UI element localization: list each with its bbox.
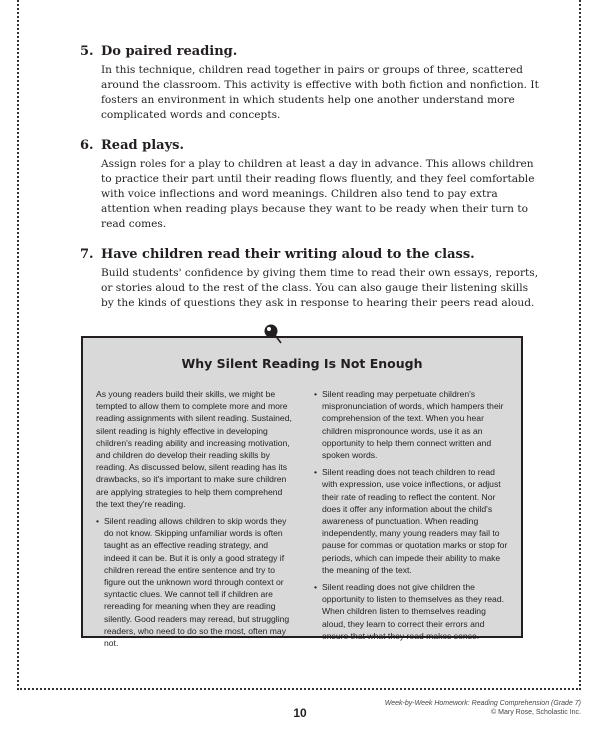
sidebar-intro: As young readers build their skills, we might be tempted to allow them to complete more and more reading assignments with silent reading. Sustained, silent reading is highly effective in developing children's reading ability and increasing motivation, and children do develop their reading skills by reading. As discussed below, silent reading has its drawbacks, so it's important to make sure children are applying strategies to help them comprehend the text they're reading. — [96, 389, 292, 509]
tip-heading — [80, 44, 540, 60]
tip-number: 6. — [80, 138, 94, 153]
bullet-text: Silent reading does not give children the opportunity to listen to themselves as they read. When children listen to themselves reading aloud, they learn to correct their errors and ensure that what they read makes sense. — [322, 582, 505, 641]
tip-heading — [80, 138, 540, 154]
tip-item — [80, 247, 540, 311]
tip-title: Do paired reading. — [101, 44, 238, 59]
bullet-icon: • — [314, 389, 318, 399]
sidebar-bullet — [314, 388, 510, 461]
sidebar-bullet — [314, 466, 510, 576]
tip-body: Build students' confidence by giving them time to read their own essays, reports, or stories aloud to the rest of the class. You can also gauge their listening skills by the kinds of questions they ask in response to hearing their peers read aloud. — [101, 267, 539, 309]
tip-heading — [80, 247, 540, 263]
tip-body: In this technique, children read together in pairs or groups of three, scattered around the classroom. This activity is effective with both fiction and nonfiction. It fosters an environment in which students help one another understand more complicated words and concepts. — [101, 64, 539, 121]
tip-body: Assign roles for a play to children at least a day in advance. This allows children to practice their part until their reading flows fluently, and they feel comfortable with voice inflections and word meanings. Children also tend to pay extra attention when reading plays because they want to be ready when their turn to read comes. — [101, 158, 535, 230]
bullet-icon: • — [314, 582, 318, 593]
bullet-text: Silent reading may perpetuate children's mispronunciation of words, which hampers their comprehension of the text. When you hear children mispronounce words, use it as an opportunity to help them connect written and spoken words. — [322, 389, 504, 461]
tip-title: Have children read their writing aloud to the class. — [101, 247, 475, 262]
tip-title: Read plays. — [101, 138, 184, 153]
copyright-line: © Mary Rose, Scholastic Inc. — [491, 709, 581, 716]
tip-number: 5. — [80, 44, 94, 59]
sidebar-box — [81, 336, 523, 649]
tip-item — [80, 138, 540, 232]
book-title: Week-by-Week Homework: Reading Comprehension (Grade 7) — [384, 700, 581, 707]
bullet-text: Silent reading allows children to skip words they do not know. Skipping unfamiliar words is often taught as an effective reading strategy, and indeed it can be. But it is only a good strategy if children reread the entire sentence and try to figure out the unknown word through context or syntactic clues. We cannot tell if children are rereading for meaning when they are reading silently. Good readers may reread, but struggling readers, who need to do so the most, often may not. — [104, 516, 290, 649]
bullet-text: Silent reading does not teach children to read with expression, use voice inflections, or adjust their rate of reading to reflect the content. Nor does it offer any information about the child's awareness of punctuation. When reading independently, many young readers may fail to pause for commas or quotation marks or stop for periods, which can impede their ability to make the meaning of the text. — [322, 467, 508, 575]
bullet-icon: • — [314, 467, 318, 478]
sidebar-bullet — [314, 581, 510, 642]
bullet-icon: • — [96, 516, 100, 527]
tip-number: 7. — [80, 247, 94, 262]
page-number: 10 — [293, 706, 307, 720]
sidebar-bullet — [96, 515, 292, 649]
footer-credit — [385, 699, 581, 717]
sidebar-left-column — [96, 388, 292, 654]
tip-item — [80, 44, 540, 123]
sidebar-title: Why Silent Reading Is Not Enough — [181, 356, 423, 371]
pushpin-icon — [263, 323, 283, 345]
sidebar-right-column — [314, 388, 510, 647]
tips-list — [80, 44, 540, 326]
